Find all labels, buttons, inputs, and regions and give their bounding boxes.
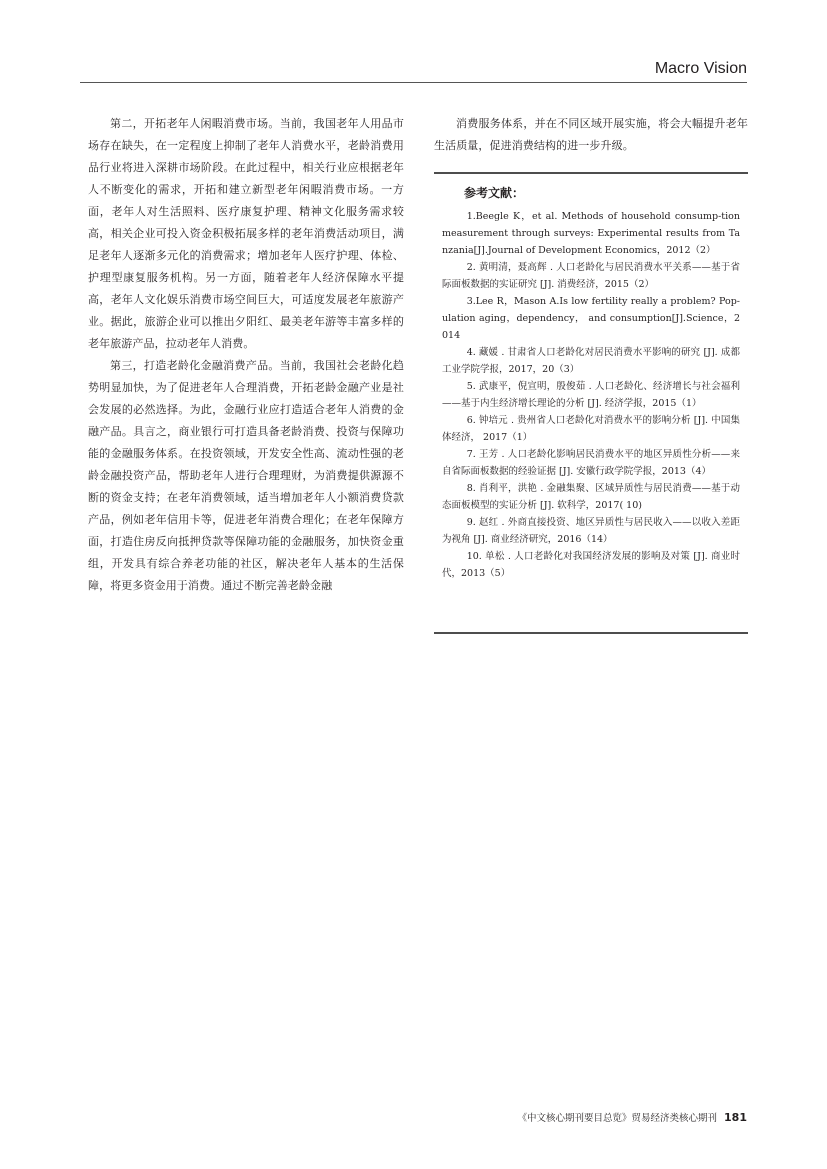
page-footer	[517, 1110, 747, 1124]
header-divider	[80, 82, 747, 83]
body-paragraph: 第三，打造老龄化金融消费产品。当前，我国社会老龄化趋势明显加快，为了促进老年人合理消费，开拓老龄金融产业是社会发展的必然选择。为此，金融行业应打造适合老年人消费的金融产品。具言之，商业银行可打造具备老龄消费、投资与保障功能的金融服务体系。在投资领域，开发安全性高、流动性强的老龄金融投资产品，帮助老年人进行合理理财，为消费提供源源不断的资金支持；在老年消费领域，适当增加老年人小额消费贷款产品，例如老年信用卡等，促进老年消费合理化；在老年保障方面，打造住房反向抵押贷款等保障功能的金融服务，加快资金重组，开发具有综合养老功能的社区，解决老年人基本的生活保障，将更多资金用于消费。通过不断完善老龄金融	[88, 359, 404, 592]
body-paragraph: 第二，开拓老年人闲暇消费市场。当前，我国老年人用品市场存在缺失，在一定程度上抑制了老年人消费水平，老龄消费用品行业将进入深耕市场阶段。在此过程中，相关行业应根据老年人不断变化的需求，开拓和建立新型老年闲暇消费市场。一方面，老年人对生活照料、医疗康复护理、精神文化服务需求较高，相关企业可投入资金积极拓展多样的老年消费活动项目，满足老年人逐渐多元化的消费需求；增加老年人医疗护理、体检、护理型康复服务机构。另一方面，随着老年人经济保障水平提高，老年人文化娱乐消费市场空间巨大，可适度发展老年旅游产业。据此，旅游企业可以推出夕阳红、最美老年游等丰富多样的老年旅游产品，拉动老年人消费。	[88, 117, 404, 350]
reference-item: 8. 肖利平，洪艳 . 金融集聚、区域异质性与居民消费——基于动态面板模型的实证分析 [J]. 软科学，2017( 10)	[442, 483, 740, 511]
running-header-title: Macro Vision	[654, 60, 747, 77]
body-paragraph-continued: 消费服务体系，并在不同区域开展实施，将会大幅提升老年生活质量，促进消费结构的进一步升级。	[434, 117, 748, 152]
footer-journal-note: 《中文核心期刊要目总览》贸易经济类核心期刊	[517, 1113, 717, 1124]
reference-item: 7. 王芳 . 人口老龄化影响居民消费水平的地区异质性分析——来自省际面板数据的经验证据 [J]. 安徽行政学院学报，2013（4）	[442, 449, 740, 477]
reference-item: 5. 武康平，倪宣明，殷俊茹 . 人口老龄化、经济增长与社会福利——基于内生经济增长理论的分析 [J]. 经济学报，2015（1）	[442, 381, 740, 409]
reference-item: 6. 钟培元 . 贵州省人口老龄化对消费水平的影响分析 [J]. 中国集体经济， 2017（1）	[442, 415, 740, 443]
reference-item: 10. 单松 . 人口老龄化对我国经济发展的影响及对策 [J]. 商业时代，2013（5）	[442, 551, 740, 579]
reference-item: 4. 藏媛 . 甘肃省人口老龄化对居民消费水平影响的研究 [J]. 成都工业学院学报，2017，20（3）	[442, 347, 740, 375]
page-number: 181	[724, 1111, 747, 1124]
reference-item: 3.Lee R，Mason A.Is low fertility really a problem? Pop-ulation aging，dependency， and consumption[J].Science，2014	[442, 296, 740, 341]
right-text-column	[434, 113, 748, 157]
reference-item: 2. 黄明清，聂高辉 . 人口老龄化与居民消费水平关系——基于省际面板数据的实证研究 [J]. 消费经济，2015（2）	[442, 262, 740, 290]
reference-item: 9. 赵红 . 外商直接投资、地区异质性与居民收入——以收入差距为视角 [J]. 商业经济研究，2016（14）	[442, 517, 740, 545]
left-text-column	[88, 113, 404, 597]
reference-item: 1.Beegle K，et al. Methods of household consump-tion measurement through surveys: Experimental results from Tanzania[J].Journal of Development Economics，2012（2）	[442, 211, 740, 256]
references-heading: 参考文献：	[464, 186, 525, 200]
references-section	[434, 172, 748, 634]
